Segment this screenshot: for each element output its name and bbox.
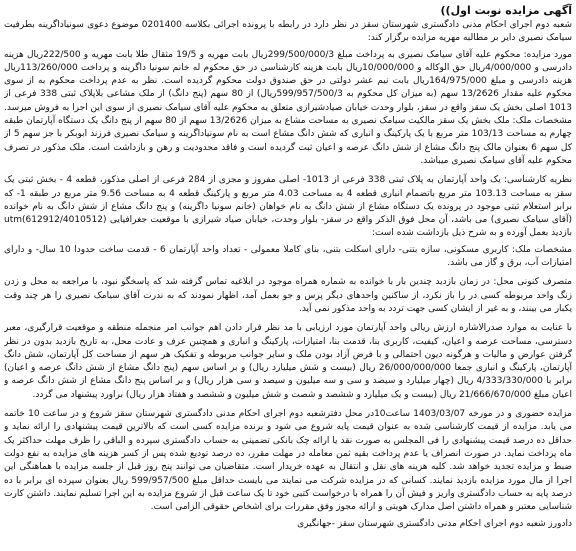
intro-paragraph: شعبه دوم اجرای احکام مدنی دادگستری شهرستان سقز در نظر دارد در رابطه با پرونده اجرائی بکلاسه 0201400 موضوع دعوی سونیاداگرینه بطرفیت سیامک نصیری دایر بر مطالبه مهریه مزایده برگزار کند:: [4, 20, 572, 44]
notice-title: آگهی مزایده نوبت اول)): [440, 4, 572, 17]
specs-paragraph: مشخصات ملک: کاربری مسکونی، سازه بتنی- دارای اسکلت بتنی، بنای کاملا معمولی - تعداد واحد آپارتمان 6 - قدمت ساخت حدودا 10 سال- و دارای امتیازات آب، برق و گاز می باشد.: [4, 244, 572, 269]
valuation-paragraph: با عنایت به موارد صدرالاشاره ارزش ریالی واحد آپارتمان مورد ارزیابی با مد نظر قرار دادن اهم جوانب امر منجمله منطقه و موقعیت قرارگیری، معبر دسترسی، مساحت عرصه و اعیان، کیفیت، کاربری بنا، قدمت بنا، امتیازات، پارکینگ و انباری و همچنین عرف و عادت محل، به تاریخ بازدید بدون در نظر گرفتن عوارض و مالیات و هرگونه دیون احتمالی و با فرض آزاد بودن ملک و سایر جوانب مربوطه و تفکیک هر سهم از مساحت کل آپارتمان، شش دانگ آپارتمان، پارکینگ و انباری جمعا 26/000/000/000 ریال (بیست و شش میلیارد ریال) و بر اساس سهم (پنج دانگ مشاع از شش دانگ عرصه و اعیان) برابر با 4/333/330/000 ریال (چهار میلیارد و سیصد و سی و سه میلیون و سیصد و سی هزار ریال) و بر اساس پنج دانگ مشاع از شش دانگ عرصه و اعیان مبلغ 21/666/670/000 ریال (بیست و یک میلیارد و ششصد و شصت و شش میلیون و ششصد و هفتاد هزار ریال) براورد پیشنهاد می گردد.: [4, 323, 572, 400]
auction-notice: [4, 3, 572, 548]
expert-paragraph: نظریه کارشناسی: یک واحد آپارتمان به پلاک ثبتی 338 فرعی از 1013- اصلی مفروز و مجزی از 284 فرعی از اصلی مذکور، قطعه 4 - بخش ثبتی یک سقز به مساحت 103.13 متر مربع باتضمام انباری قطعه 4 به مساحت 4.03 متر مربع و پارکینگ قطعه 4 به مساحت 9.56 متر مربع در طبقه 1- که برابر استعلام ثبتی موجود در پرونده یک دستگاه مشاع از شش دانگ به نام خواهان (خانم سونیا داگرینه) و پنج دانگ مشاع از شش دانگ به نام خوانده (آقای سیامک نصیری) می باشد، آن محل فوق الذکر واقع در سقز- بلوار وحدت، خیابان صیاد شیرازی با موقعیت جغرافیایی utm(612912/4010512) بازدید بعمل آورده و به شرح ذیل بازداشت شده است:: [4, 175, 572, 239]
occupant-paragraph: متصرف کنونی محل: در زمان بازدید چندین بار با خوانده به شماره همراه موجود در ابلاغیه تماس گرفته شد که پاسخگو نبود، با مراجعه به محل و زدن زنگ واحد مربوطه کسی در را باز نکرد، از ساکنین واحدهای دیگر پرس و جو بعمل آمد، اظهار نمودند که به ندرت آقای سیامک نصیری را هر چند وقت یکبار می بینند، و به غیر از ایشان کسی جهت تردد به واحد مذکور نمی آید.: [4, 277, 572, 314]
signature-line: دادورز شعبه دوم اجرای احکام مدنی دادگستری شهرستان سقز -جهانگیری: [297, 519, 572, 530]
case-paragraph: مورد مزایده: محکوم علیه آقای سیامک نصیری به پرداخت مبلغ 299/500/000/3ریال بابت مهریه و 19/5 مثقال طلا بابت مهریه و 222/500ریال هزینه دادرسی و 4/000/000ریال حق الوکاله و 10/000/000ریال بابت هزینه کارشناسی در حق محکوم له خانم سونیا داگرینه و پرداخت 113/260/000ریال هزینه دادرسی و مبلغ 164/975/000ریال بابت نیم عشر دولتی در حق صندوق دولت محکوم گردیده است. نظر به عدم پرداخت محکوم به از سوی محکوم علیه مقدار 13/2626 سهم (به میزان کل محکوم به 599/957/500/3ریال) از 80 سهم (پنج دانگ) از ملک مشاعی بلاپلاک ثبتی 338 فرعی از 1013 اصلی بخش یک سقز واقع در سقز، بلوار وحدت خیابان صیادشیرازی متعلق به محکوم علیه آقای سیامک نصیری از سوی این اجرا به فروش میرسد. مشخصات ملک: ملک بخش یک سقز مالکیت سیامک نصیری به مساحت مشاع به میزان 13/2626 سهم از 80 سهم از پنج دانگ یک دستگاه آپارتمان طبقه چهارم به مساحت 103/13 متر مربع با یک پارکینگ و انباری که شش دانگ مشاع است به نام سونیاداگرینه و سیامک نصیری فرزند ابوبکر با جز سهم 5 از کل سهم 6 بعنوان مالک پنج دانگ مشاع از شش دانگ عرصه و اعیان ثبت گردیده است و فاقد محدودیت و رهن و بازداشت است. ملک مذکور در تصرف محکوم علیه آقای سیامک نصیری میباشد.: [4, 49, 572, 166]
auction-terms-paragraph: مزایده حضوری و در مورخه 1403/03/07 ساعت10در محل دفترشعبه دوم اجرای احکام مدنی دادگستری شهرستان سقز شروع و در ساعت 10 خاتمه می یابد. مزایده از قیمت کارشناسی شده به عنوان قیمت پایه شروع می شود و برنده مزایده کسی است که بالاترین قیمت پیشنهادی را ارائه نماید و حداقل ده درصد قیمت پیشنهادی را فی المجلس به صورت نقد یا ارائه چک بانکی تضمینی به حساب دادگستری سپرده و الباقی را ظرف مهلت حداکثر یک ماه پرداخت نماید. در صورت انصراف یا عدم پرداخت بقیه ثمن معامله در مهلت مقرر، ده درصد تودیع شده پس از کسر هزینه های مزایده به نفع دولت ضبط و مزایده تجدید خواهد شد. کلیه هزینه های نقل و انتقال به عهده خریدار است. متقاضیان می توانند پنج روز قبل از جلسه مزایده با هماهنگی این اجرا از مال مورد مزایده بازدید نمایند. کسانی که در مزایده شرکت می نمایند می بایست حداقل مبلغ 599/957/500 ریال بعنوان سپرده ای برابر با ده درصد پایه به حساب دادگستری واریز و فیش آن را همراه با درخواست کتبی خود تا یک ساعت قبل از شروع مزایده به این اجرا تسلیم نمایند. داشتن کارت شناسایی معتبر و همراه داشتن اصل مدارک هویتی و ارائه مجوز وفق مقررات برای اشخاص حقوقی الزامی است.: [4, 409, 572, 513]
